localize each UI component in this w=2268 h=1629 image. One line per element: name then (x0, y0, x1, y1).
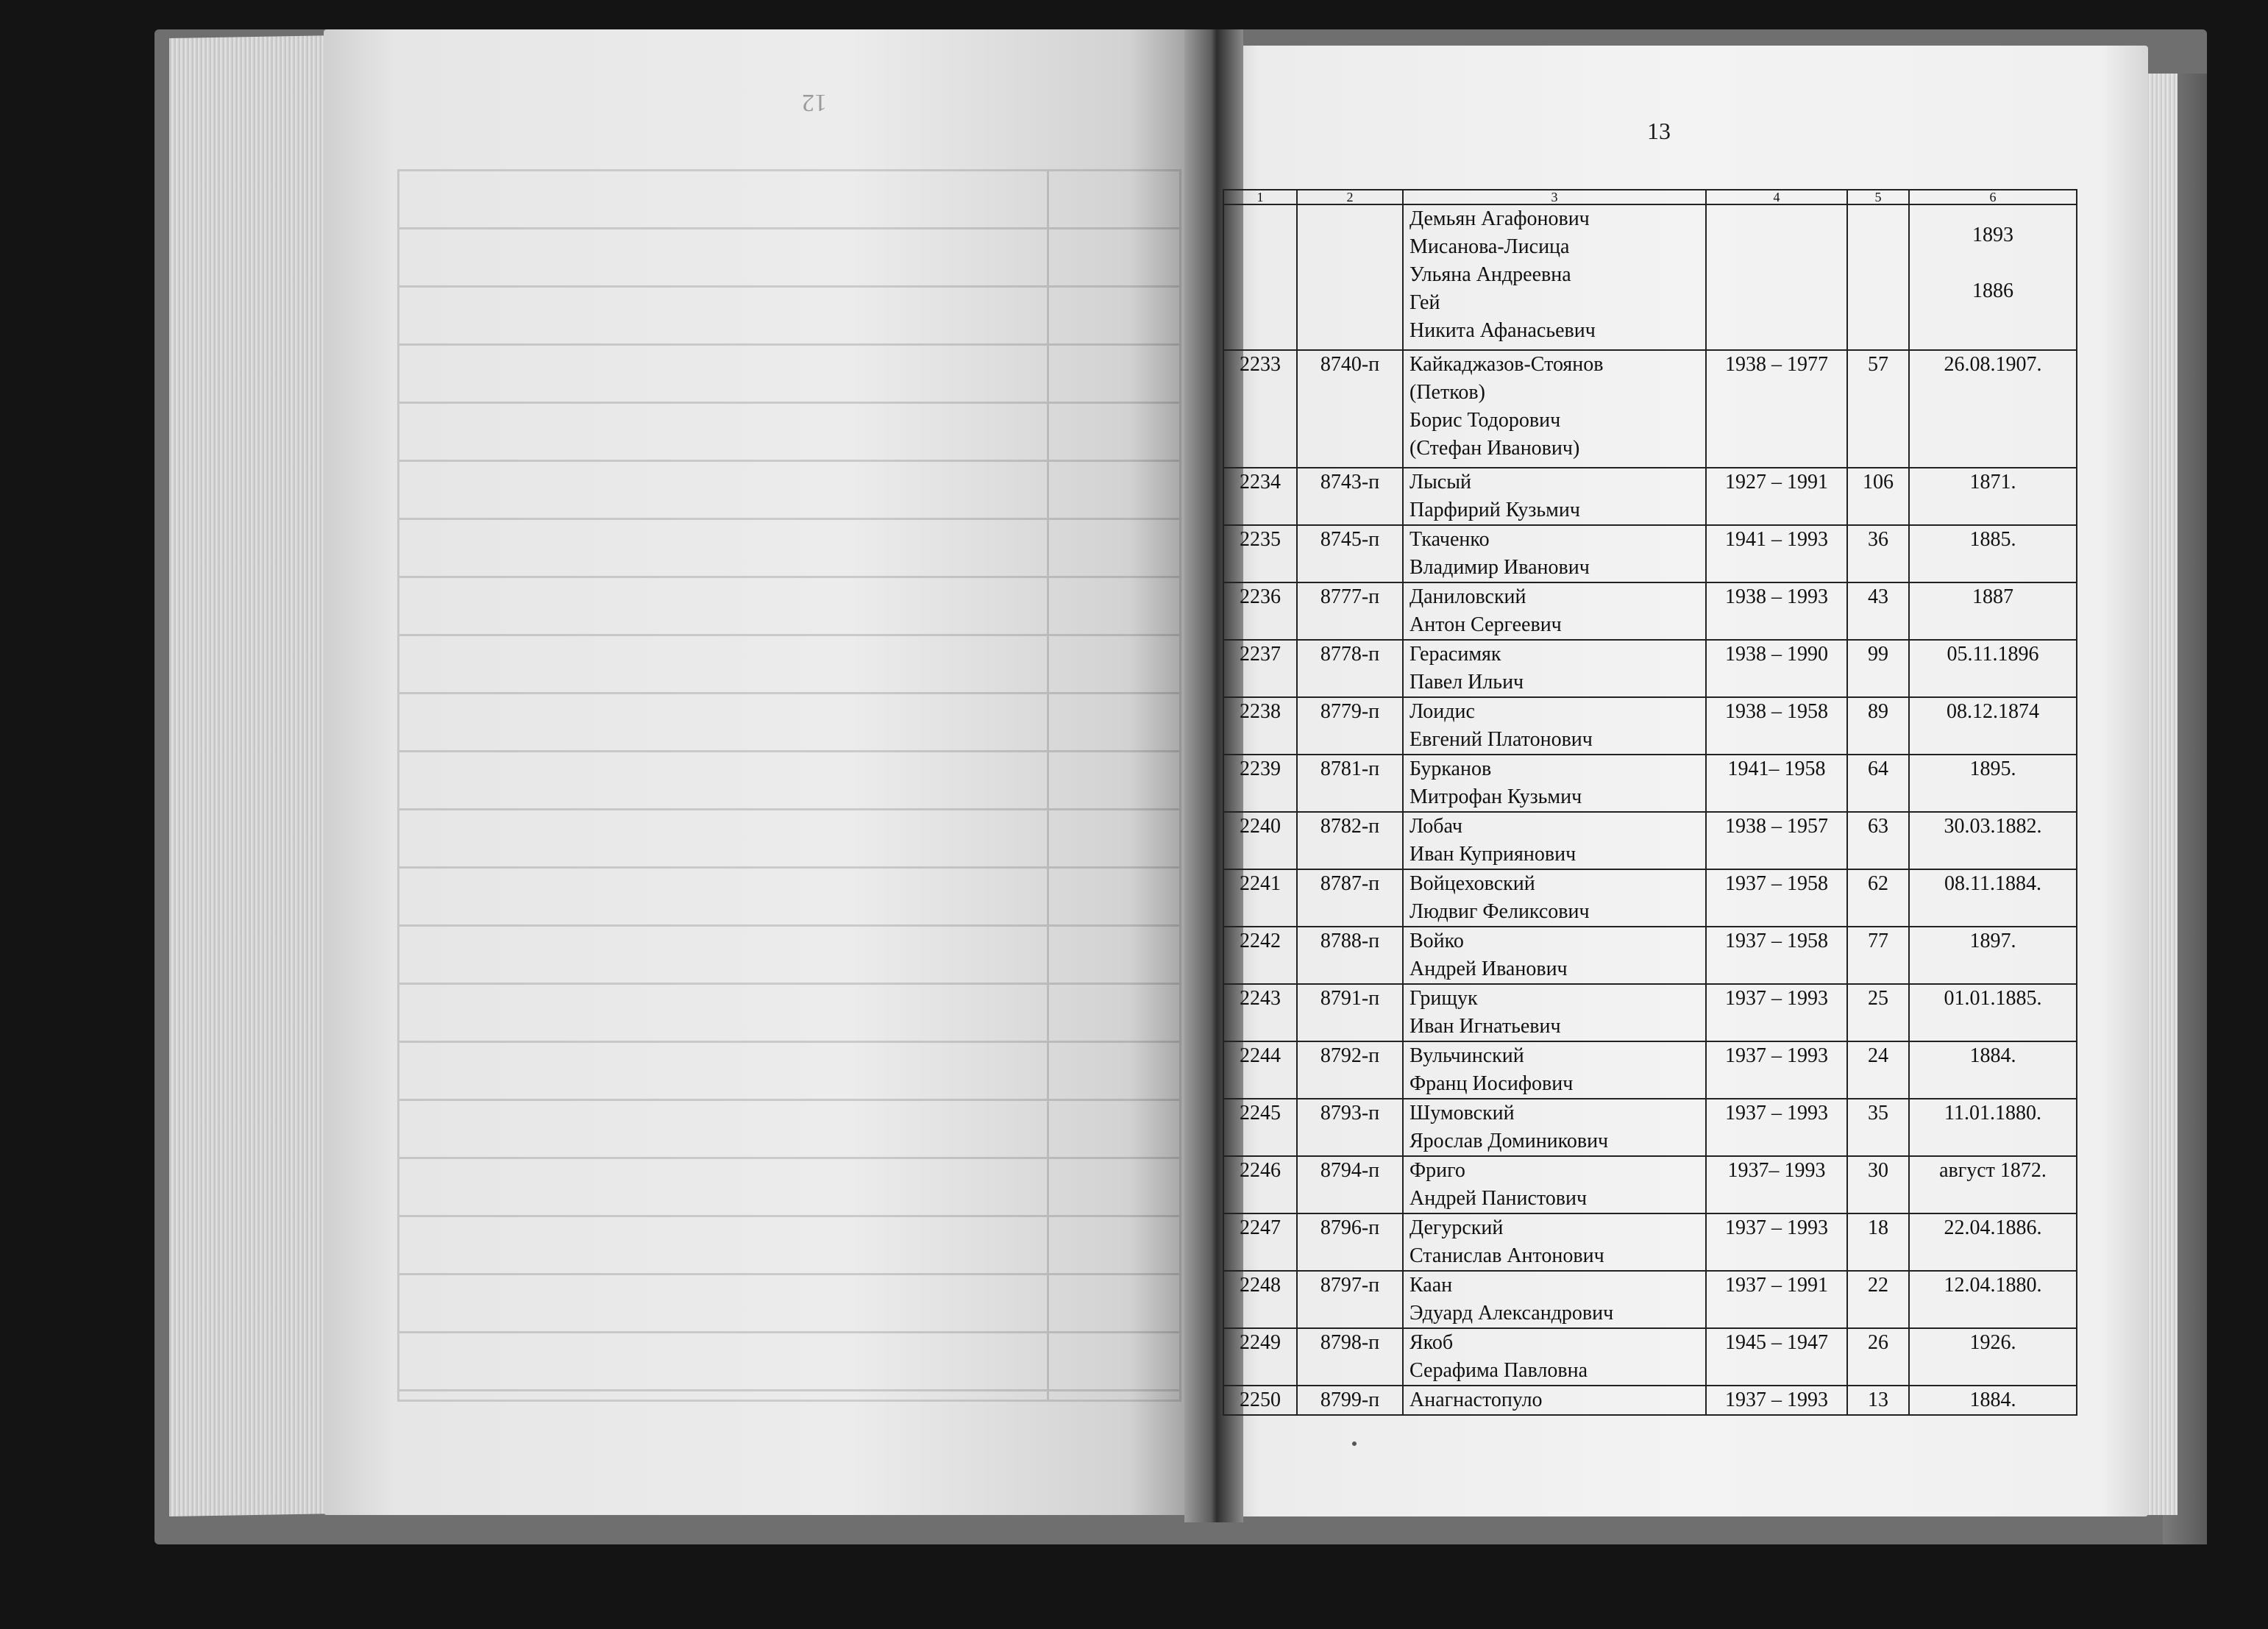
person-name-cell (1403, 812, 1706, 869)
person-name-cell (1403, 1386, 1706, 1415)
name-line: Лобач (1409, 815, 1462, 838)
name-line: Андрей Панистович (1409, 1187, 1588, 1210)
left-page-stack (169, 35, 338, 1516)
table-row (1223, 1271, 2077, 1328)
name-line: Борис Тодорович (1409, 409, 1561, 432)
registry-body (1223, 204, 2077, 1415)
sheet-count-cell: 24 (1847, 1041, 1909, 1099)
case-number-cell: 8791-п (1297, 984, 1403, 1041)
table-row (1223, 984, 2077, 1041)
name-line: Владимир Иванович (1409, 556, 1590, 579)
sheet-count-cell: 77 (1847, 927, 1909, 984)
name-line: Фриго (1409, 1159, 1465, 1182)
name-line: Вульчинский (1409, 1044, 1524, 1067)
table-row (1223, 1099, 2077, 1156)
name-line: Людвиг Феликсович (1409, 900, 1590, 923)
case-number-cell: 8743-п (1297, 468, 1403, 525)
sheet-count-cell: 43 (1847, 582, 1909, 640)
table-row (1223, 1386, 2077, 1415)
birth-date-cell: 01.01.1885. (1909, 984, 2077, 1041)
years-cell: 1941 – 1993 (1706, 525, 1847, 582)
person-name-cell (1403, 869, 1706, 927)
registry-table (1223, 189, 2077, 1416)
name-line: Станислав Антонович (1409, 1244, 1604, 1267)
name-line: Антон Сергеевич (1409, 613, 1562, 636)
row-number-cell: 2246 (1223, 1156, 1297, 1213)
name-line: Войцеховский (1409, 872, 1535, 895)
table-row (1223, 869, 2077, 927)
case-number-cell: 8792-п (1297, 1041, 1403, 1099)
row-number-cell: 2249 (1223, 1328, 1297, 1386)
birth-date-cell: август 1872. (1909, 1156, 2077, 1213)
birth-date-cell: 1884. (1909, 1041, 2077, 1099)
person-name-cell (1403, 1156, 1706, 1213)
left-page-bleedthrough-table (397, 169, 1181, 1402)
name-line: Андрей Иванович (1409, 958, 1568, 980)
name-line: (Петков) (1409, 381, 1485, 404)
sheet-count-cell: 64 (1847, 755, 1909, 812)
case-number-cell: 8740-п (1297, 350, 1403, 468)
sheet-count-cell: 26 (1847, 1328, 1909, 1386)
column-header-row (1223, 190, 2077, 204)
years-cell: 1937 – 1993 (1706, 1099, 1847, 1156)
name-line: Войко (1409, 930, 1464, 952)
row-number-cell: 2235 (1223, 525, 1297, 582)
name-line: Даниловский (1409, 585, 1526, 608)
name-line: Лоидис (1409, 700, 1475, 723)
column-header: 5 (1847, 190, 1909, 204)
person-name-cell (1403, 984, 1706, 1041)
name-line: Евгений Платонович (1409, 728, 1593, 751)
years-cell: 1938 – 1957 (1706, 812, 1847, 869)
case-number-cell (1297, 204, 1403, 350)
birth-date-cell: 11.01.1880. (1909, 1099, 2077, 1156)
sheet-count-cell: 18 (1847, 1213, 1909, 1271)
case-number-cell: 8777-п (1297, 582, 1403, 640)
row-number-cell: 2236 (1223, 582, 1297, 640)
years-cell: 1938 – 1958 (1706, 697, 1847, 755)
years-cell: 1937 – 1958 (1706, 869, 1847, 927)
years-cell: 1937 – 1993 (1706, 1041, 1847, 1099)
name-line: Иван Куприянович (1409, 843, 1576, 866)
row-number-cell: 2245 (1223, 1099, 1297, 1156)
name-line: Каан (1409, 1274, 1453, 1297)
case-number-cell: 8779-п (1297, 697, 1403, 755)
name-line: Ульяна Андреевна (1409, 263, 1571, 286)
column-header: 1 (1223, 190, 1297, 204)
birth-date-cell: 08.11.1884. (1909, 869, 2077, 927)
table-row (1223, 812, 2077, 869)
row-number-cell: 2250 (1223, 1386, 1297, 1415)
sheet-count-cell: 57 (1847, 350, 1909, 468)
person-name-cell (1403, 755, 1706, 812)
name-line: Иван Игнатьевич (1409, 1015, 1561, 1038)
row-number-cell: 2237 (1223, 640, 1297, 697)
case-number-cell: 8778-п (1297, 640, 1403, 697)
birth-date: 1886 (1972, 279, 2013, 302)
sheet-count-cell: 62 (1847, 869, 1909, 927)
person-name-cell (1403, 1041, 1706, 1099)
sheet-count-cell: 36 (1847, 525, 1909, 582)
name-line: Никита Афанасьевич (1409, 319, 1596, 342)
sheet-count-cell (1847, 204, 1909, 350)
case-number-cell: 8781-п (1297, 755, 1403, 812)
row-number-cell: 2240 (1223, 812, 1297, 869)
sheet-count-cell: 106 (1847, 468, 1909, 525)
name-line: Дегурский (1409, 1216, 1504, 1239)
case-number-cell: 8799-п (1297, 1386, 1403, 1415)
table-row (1223, 350, 2077, 468)
name-line: (Стефан Иванович) (1409, 437, 1580, 460)
name-line: Ярослав Доминикович (1409, 1130, 1609, 1152)
birth-date-cell: 1926. (1909, 1328, 2077, 1386)
birth-date-cell: 1871. (1909, 468, 2077, 525)
person-name-cell (1403, 468, 1706, 525)
birth-date-cell: 08.12.1874 (1909, 697, 2077, 755)
name-line: Ткаченко (1409, 528, 1490, 551)
row-number-cell: 2234 (1223, 468, 1297, 525)
birth-date-cell: 1885. (1909, 525, 2077, 582)
birth-date-cell (1909, 204, 2077, 350)
sheet-count-cell: 35 (1847, 1099, 1909, 1156)
name-line: Франц Иосифович (1409, 1072, 1574, 1095)
name-line: Грищук (1409, 987, 1478, 1010)
years-cell: 1941– 1958 (1706, 755, 1847, 812)
name-line: Шумовский (1409, 1102, 1515, 1124)
page-number: 13 (1647, 118, 1671, 144)
person-name-cell (1403, 204, 1706, 350)
years-cell: 1937 – 1958 (1706, 927, 1847, 984)
speck (1352, 1441, 1357, 1446)
row-number-cell: 2244 (1223, 1041, 1297, 1099)
name-line: Герасимяк (1409, 643, 1501, 666)
birth-date-cell: 1884. (1909, 1386, 2077, 1415)
sheet-count-cell: 63 (1847, 812, 1909, 869)
birth-date-cell: 1897. (1909, 927, 2077, 984)
person-name-cell (1403, 1213, 1706, 1271)
sheet-count-cell: 99 (1847, 640, 1909, 697)
name-line: Эдуард Александрович (1409, 1302, 1614, 1325)
person-name-cell (1403, 350, 1706, 468)
case-number-cell: 8787-п (1297, 869, 1403, 927)
sheet-count-cell: 89 (1847, 697, 1909, 755)
row-number-cell: 2243 (1223, 984, 1297, 1041)
column-header: 2 (1297, 190, 1403, 204)
name-line: Кайкаджазов-Стоянов (1409, 353, 1604, 376)
birth-date-cell: 26.08.1907. (1909, 350, 2077, 468)
sheet-count-cell: 25 (1847, 984, 1909, 1041)
years-cell: 1937 – 1993 (1706, 1213, 1847, 1271)
case-number-cell: 8796-п (1297, 1213, 1403, 1271)
person-name-cell (1403, 525, 1706, 582)
person-name-cell (1403, 1271, 1706, 1328)
name-line: Серафима Павловна (1409, 1359, 1588, 1382)
person-name-cell (1403, 697, 1706, 755)
table-row (1223, 1041, 2077, 1099)
case-number-cell: 8794-п (1297, 1156, 1403, 1213)
row-number-cell: 2239 (1223, 755, 1297, 812)
column-header: 3 (1403, 190, 1706, 204)
case-number-cell: 8798-п (1297, 1328, 1403, 1386)
case-number-cell: 8793-п (1297, 1099, 1403, 1156)
table-row (1223, 927, 2077, 984)
row-number-cell: 2238 (1223, 697, 1297, 755)
sheet-count-cell: 30 (1847, 1156, 1909, 1213)
table-row (1223, 640, 2077, 697)
birth-date-cell: 30.03.1882. (1909, 812, 2077, 869)
name-line: Анагнастопуло (1409, 1389, 1543, 1411)
sheet-count-cell: 13 (1847, 1386, 1909, 1415)
table-row (1223, 525, 2077, 582)
column-header: 6 (1909, 190, 2077, 204)
person-name-cell (1403, 640, 1706, 697)
years-cell: 1937 – 1993 (1706, 984, 1847, 1041)
birth-date-cell: 1887 (1909, 582, 2077, 640)
person-name-cell (1403, 582, 1706, 640)
left-page-number: 12 (802, 89, 827, 116)
person-name-cell (1403, 927, 1706, 984)
birth-date-cell: 05.11.1896 (1909, 640, 2077, 697)
name-line: Гей (1409, 291, 1440, 314)
row-number-cell: 2247 (1223, 1213, 1297, 1271)
name-line: Бурканов (1409, 758, 1492, 780)
years-cell (1706, 204, 1847, 350)
years-cell: 1945 – 1947 (1706, 1328, 1847, 1386)
table-row (1223, 1328, 2077, 1386)
sheet-count-cell: 22 (1847, 1271, 1909, 1328)
table-row (1223, 1213, 2077, 1271)
years-cell: 1938 – 1977 (1706, 350, 1847, 468)
birth-date-cell: 1895. (1909, 755, 2077, 812)
name-line: Павел Ильич (1409, 671, 1524, 694)
birth-date-cell: 12.04.1880. (1909, 1271, 2077, 1328)
row-number-cell: 2248 (1223, 1271, 1297, 1328)
table-row (1223, 468, 2077, 525)
name-line: Лысый (1409, 471, 1472, 493)
years-cell: 1937 – 1993 (1706, 1386, 1847, 1415)
birth-date-cell: 22.04.1886. (1909, 1213, 2077, 1271)
person-name-cell (1403, 1328, 1706, 1386)
case-number-cell: 8797-п (1297, 1271, 1403, 1328)
birth-date: 1893 (1972, 224, 2013, 246)
years-cell: 1938 – 1993 (1706, 582, 1847, 640)
row-number-cell: 2242 (1223, 927, 1297, 984)
name-line: Парфирий Кузьмич (1409, 499, 1580, 521)
person-name-cell (1403, 1099, 1706, 1156)
case-number-cell: 8788-п (1297, 927, 1403, 984)
years-cell: 1927 – 1991 (1706, 468, 1847, 525)
table-row (1223, 1156, 2077, 1213)
name-line: Мисанова-Лисица (1409, 235, 1570, 258)
table-row (1223, 204, 2077, 350)
name-line: Якоб (1409, 1331, 1454, 1354)
row-number-cell (1223, 204, 1297, 350)
column-header: 4 (1706, 190, 1847, 204)
case-number-cell: 8782-п (1297, 812, 1403, 869)
row-number-cell: 2233 (1223, 350, 1297, 468)
years-cell: 1937 – 1991 (1706, 1271, 1847, 1328)
case-number-cell: 8745-п (1297, 525, 1403, 582)
name-line: Демьян Агафонович (1409, 207, 1590, 230)
table-row (1223, 697, 2077, 755)
years-cell: 1938 – 1990 (1706, 640, 1847, 697)
table-row (1223, 755, 2077, 812)
years-cell: 1937– 1993 (1706, 1156, 1847, 1213)
table-row (1223, 582, 2077, 640)
name-line: Митрофан Кузьмич (1409, 785, 1582, 808)
row-number-cell: 2241 (1223, 869, 1297, 927)
